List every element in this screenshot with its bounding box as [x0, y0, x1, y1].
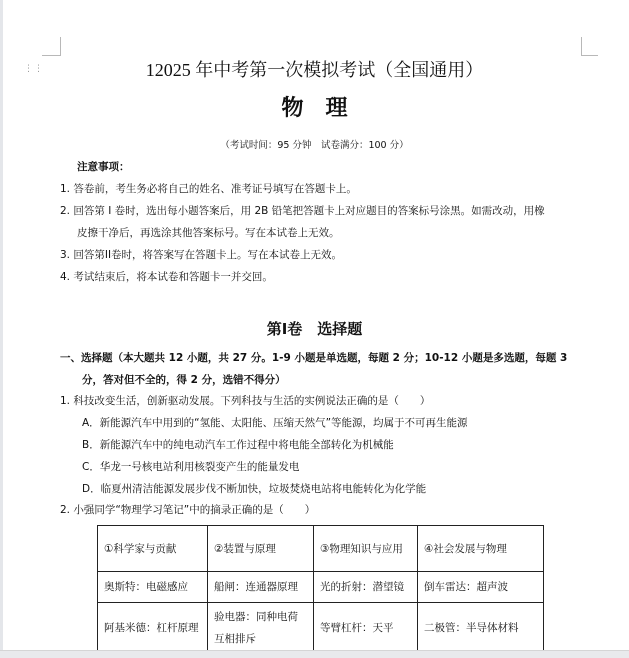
table-row: [98, 526, 544, 572]
crop-mark-right-vertical: [581, 37, 582, 55]
document-title: 12025 年中考第一次模拟考试（全国通用）: [145, 60, 484, 80]
question-1-option-b: B．新能源汽车中的纯电动汽车工作过程中将电能全部转化为机械能: [82, 439, 394, 451]
table-cell: 等臂杠杆：天平: [314, 603, 418, 653]
question-2-stem: 2. 小强同学“物理学习笔记”中的摘录正确的是（ ）: [60, 504, 316, 516]
table-cell: 验电器：同种电荷互相排斥: [208, 603, 314, 653]
note-item: 3. 回答第II卷时，将答案写在答题卡上。写在本试卷上无效。: [60, 249, 343, 261]
note-item: 2. 回答第 I 卷时，选出每小题答案后，用 2B 铅笔把答题卡上对应题目的答案标号涂黑。如需改动，用橡: [60, 205, 545, 217]
table-cell: 阿基米德：杠杆原理: [98, 603, 208, 653]
question-1-stem: 1. 科技改变生活，创新驱动发展。下列科技与生活的实例说法正确的是（ ）: [60, 395, 431, 407]
table-cell: 二极管：半导体材料: [418, 603, 544, 653]
notes-table: [97, 525, 544, 653]
subject-title: 物 理: [281, 96, 348, 121]
drag-handle-icon[interactable]: ⋮⋮: [24, 64, 44, 74]
question-1-option-c: C．华龙一号核电站利用核裂变产生的能量发电: [82, 461, 300, 473]
note-item: 皮擦干净后，再选涂其他答案标号。写在本试卷上无效。: [77, 227, 340, 239]
table-cell: 奥斯特：电磁感应: [98, 572, 208, 603]
table-cell: ④社会发展与物理: [418, 526, 544, 572]
table-cell: 倒车雷达：超声波: [418, 572, 544, 603]
section-heading: 一、选择题（本大题共 12 小题，共 27 分。1-9 小题是单选题，每题 2 分；10-12 小题是多选题，每题 3: [60, 352, 568, 364]
table-cell: 船闸：连通器原理: [208, 572, 314, 603]
table-cell: 光的折射：潜望镜: [314, 572, 418, 603]
question-1-option-a: A．新能源汽车中用到的“氢能、太阳能、压缩天然气”等能源，均属于不可再生能源: [82, 417, 468, 429]
part-title: 第Ⅰ卷 选择题: [266, 320, 363, 338]
table-row: [98, 572, 544, 603]
table-cell: ①科学家与贡献: [98, 526, 208, 572]
section-heading-cont: 分，答对但不全的，得 2 分，选错不得分）: [82, 374, 286, 386]
crop-mark-right-horizontal: [581, 55, 598, 56]
table-cell: ③物理知识与应用: [314, 526, 418, 572]
crop-mark-left-horizontal: [42, 55, 61, 56]
table-row: [98, 603, 544, 653]
note-item: 4. 考试结束后，将本试卷和答题卡一并交回。: [60, 271, 273, 283]
crop-mark-left-vertical: [60, 37, 61, 55]
question-1-option-d: D．临夏州清洁能源发展步伐不断加快，垃圾焚烧电站将电能转化为化学能: [82, 483, 427, 495]
note-item: 1. 答卷前，考生务必将自己的姓名、准考证号填写在答题卡上。: [60, 183, 357, 195]
notes-heading: 注意事项：: [77, 161, 130, 173]
table-cell: ②装置与原理: [208, 526, 314, 572]
exam-info: （考试时间：95 分钟 试卷满分：100 分）: [220, 140, 409, 151]
